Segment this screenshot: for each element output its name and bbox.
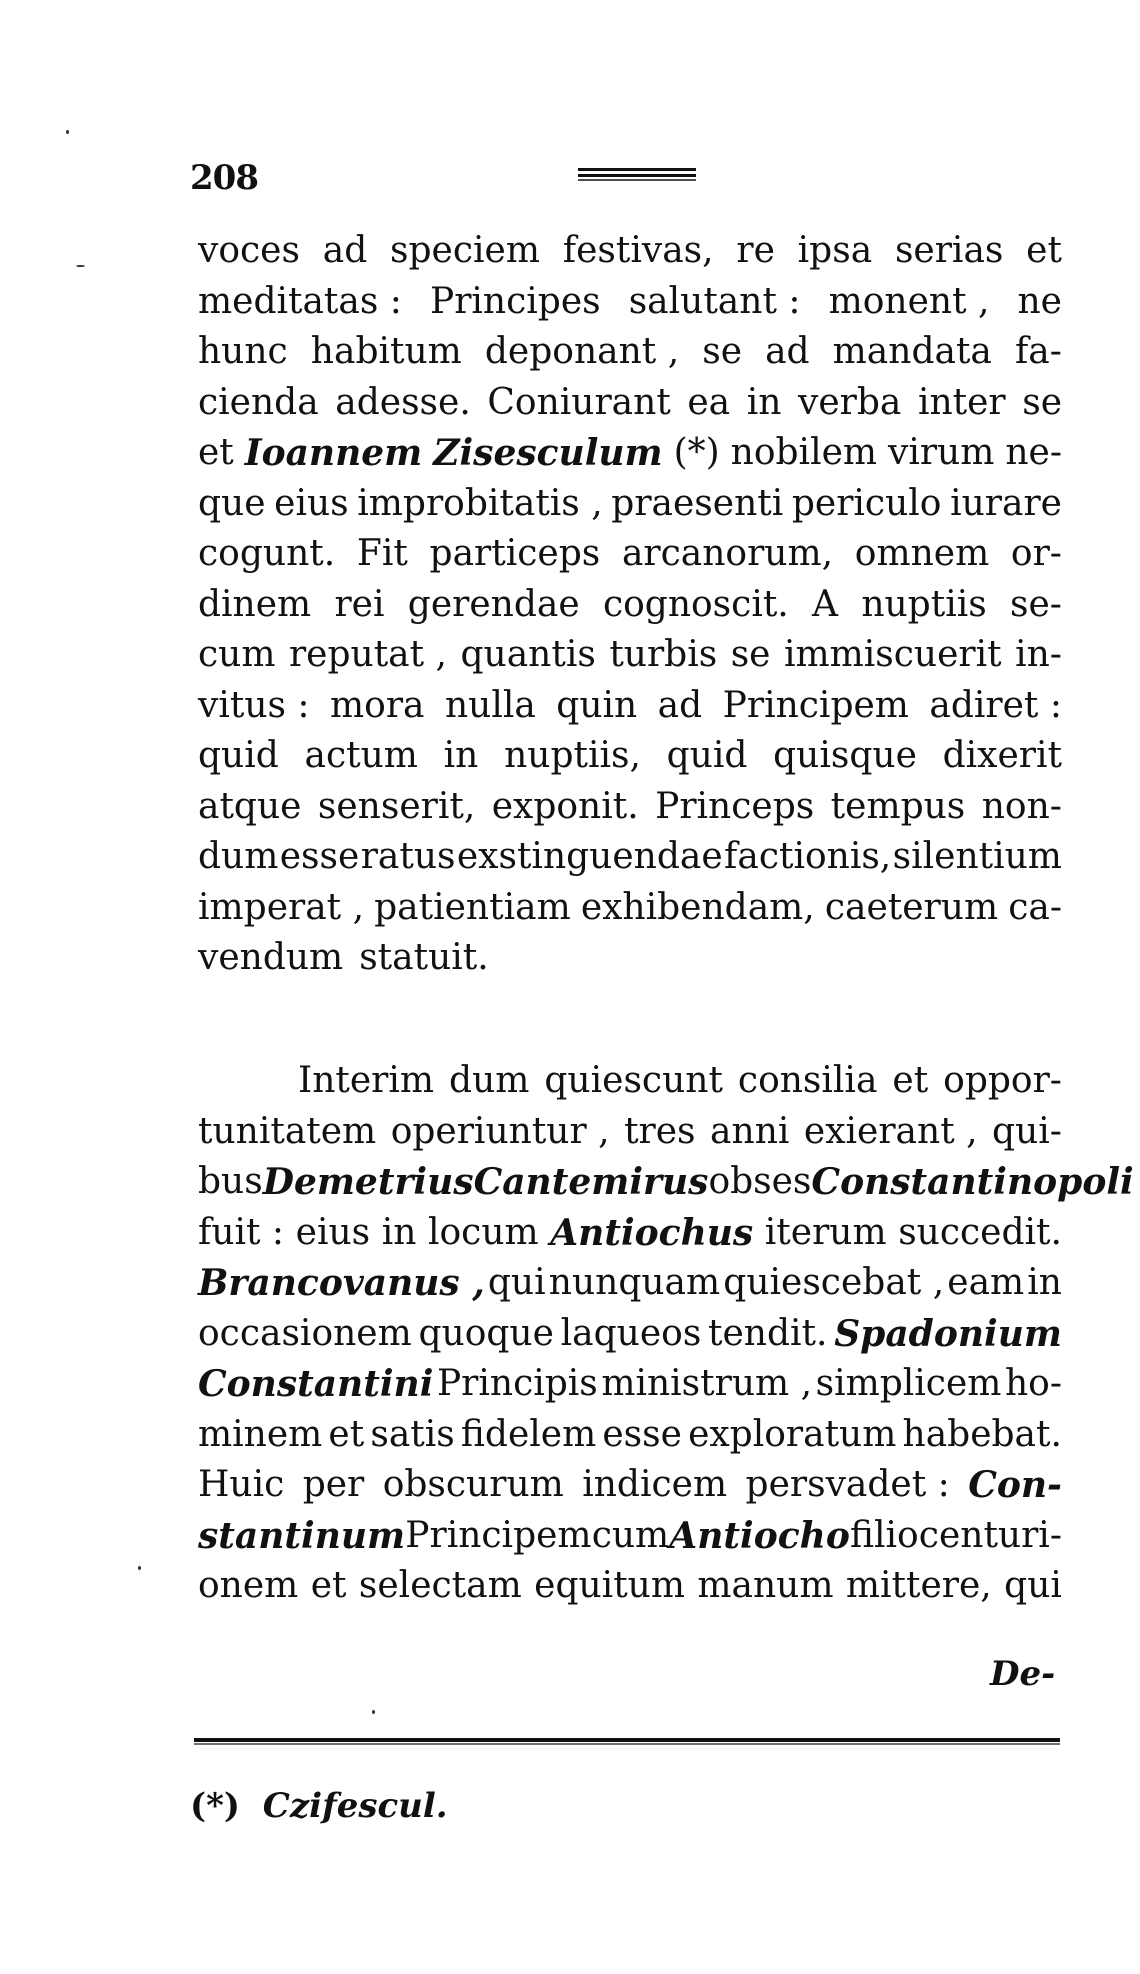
word: nuptiis bbox=[861, 583, 987, 625]
word: quiescunt bbox=[544, 1060, 723, 1101]
footnote bbox=[190, 1786, 448, 1826]
paragraph-2 bbox=[198, 1056, 1134, 1612]
word: reputat , bbox=[288, 634, 447, 675]
print-speck bbox=[138, 1566, 141, 1570]
word: cum bbox=[198, 634, 276, 675]
word: tendit. bbox=[708, 1312, 828, 1354]
word: quid bbox=[198, 735, 279, 776]
word: particeps bbox=[429, 533, 601, 574]
word: operiuntur , bbox=[390, 1110, 610, 1152]
word: verba bbox=[798, 381, 902, 423]
word: iterum bbox=[764, 1211, 887, 1253]
word: (*) bbox=[673, 432, 720, 473]
word: consilia bbox=[737, 1060, 878, 1101]
word: virum bbox=[887, 432, 995, 473]
word: eam bbox=[947, 1262, 1025, 1303]
word: in bbox=[443, 735, 479, 776]
word: dixerit bbox=[942, 735, 1062, 776]
word: imperat , bbox=[198, 886, 365, 928]
word: exploratum bbox=[688, 1413, 897, 1455]
word: succedit. bbox=[898, 1211, 1062, 1253]
word: inter bbox=[917, 381, 1006, 423]
word: voces bbox=[198, 230, 300, 271]
word: Demetrius bbox=[262, 1161, 474, 1203]
word: Con- bbox=[968, 1464, 1062, 1506]
word: periculo bbox=[791, 482, 942, 524]
word: nuptiis, bbox=[504, 735, 641, 776]
text-line bbox=[198, 832, 1062, 883]
word: eius bbox=[274, 482, 349, 524]
word: et bbox=[310, 1565, 347, 1606]
word: indicem bbox=[582, 1464, 728, 1505]
word: vitus : bbox=[198, 684, 310, 726]
word: per bbox=[302, 1464, 365, 1505]
word: tunitatem bbox=[198, 1110, 377, 1152]
word: ne- bbox=[1005, 432, 1062, 473]
text-line bbox=[198, 1309, 1062, 1360]
word: ne bbox=[1017, 280, 1062, 322]
word: filio bbox=[849, 1514, 919, 1556]
word: Antiocho bbox=[669, 1514, 850, 1557]
word: quin bbox=[556, 684, 638, 726]
text-line bbox=[198, 1511, 1062, 1562]
word: se bbox=[1022, 381, 1062, 423]
word: ad bbox=[765, 331, 810, 372]
word: actum bbox=[304, 735, 418, 776]
word: tempus bbox=[830, 785, 966, 827]
text-line bbox=[198, 1258, 1062, 1309]
print-speck bbox=[372, 1710, 375, 1714]
word: Fit bbox=[356, 533, 408, 574]
text-line bbox=[198, 580, 1062, 631]
word: Spadonium bbox=[834, 1312, 1062, 1355]
word: senserit, bbox=[317, 785, 476, 827]
word: exponit. bbox=[491, 785, 639, 827]
word: exierant , bbox=[803, 1110, 978, 1152]
word: anni bbox=[710, 1110, 790, 1152]
text-line bbox=[198, 1208, 1062, 1259]
word: ratus bbox=[360, 836, 456, 877]
text-line bbox=[198, 1107, 1062, 1158]
word: non- bbox=[981, 785, 1062, 827]
word: ea bbox=[687, 381, 731, 423]
word: serias bbox=[894, 230, 1004, 271]
word: adiret : bbox=[929, 684, 1062, 726]
footnote-rule-line bbox=[194, 1738, 1060, 1742]
text-line bbox=[198, 630, 1062, 681]
word: factionis, bbox=[724, 836, 892, 877]
word: equitum bbox=[534, 1565, 685, 1606]
text-line bbox=[198, 226, 1062, 277]
word: cognoscit. bbox=[602, 583, 789, 625]
text-line bbox=[198, 378, 1062, 429]
word: or- bbox=[1010, 533, 1062, 574]
word: cogunt. bbox=[198, 533, 336, 574]
word: Interim bbox=[298, 1060, 435, 1101]
word: meditatas : bbox=[198, 280, 402, 322]
word: et bbox=[1026, 230, 1062, 271]
text-line bbox=[198, 277, 1062, 328]
word: Principes bbox=[429, 280, 601, 322]
word: quid bbox=[666, 735, 748, 776]
word: laqueos bbox=[560, 1312, 702, 1354]
word: locum bbox=[427, 1211, 539, 1253]
print-speck bbox=[66, 130, 69, 134]
header-rule-line bbox=[578, 179, 696, 181]
word: stantinum bbox=[198, 1514, 406, 1557]
print-speck bbox=[76, 265, 85, 267]
word: manum bbox=[697, 1565, 834, 1606]
word: turbis bbox=[609, 634, 718, 675]
word: Coniurant bbox=[487, 381, 671, 423]
text-line bbox=[198, 529, 1062, 580]
word: Principem bbox=[405, 1514, 592, 1556]
word: in bbox=[1027, 1262, 1062, 1303]
word: nunquam bbox=[548, 1262, 721, 1303]
header-rule-line bbox=[578, 174, 696, 177]
word: Brancovanus , bbox=[198, 1262, 485, 1304]
word: fuit : bbox=[198, 1211, 285, 1253]
word: que bbox=[198, 482, 266, 524]
text-line bbox=[198, 1056, 1062, 1107]
word: nobilem bbox=[730, 432, 878, 473]
word: A bbox=[812, 583, 839, 625]
word: se bbox=[702, 331, 742, 372]
word: rei bbox=[334, 583, 385, 625]
page-number: 208 bbox=[190, 158, 258, 198]
text-line bbox=[198, 1460, 1062, 1511]
word: ministrum , bbox=[601, 1363, 813, 1404]
text-line bbox=[198, 1359, 1062, 1410]
word: et bbox=[198, 432, 234, 473]
word: deponant , bbox=[484, 331, 680, 372]
footnote-rule-line bbox=[194, 1743, 1060, 1745]
word: habitum bbox=[310, 331, 462, 372]
word: se bbox=[730, 634, 771, 675]
word: et bbox=[892, 1060, 929, 1101]
word: Princeps bbox=[655, 785, 815, 827]
word: mittere, bbox=[845, 1565, 992, 1606]
word: in bbox=[746, 381, 782, 423]
word: iurare bbox=[950, 482, 1062, 524]
word: ca- bbox=[1008, 886, 1062, 928]
word: Zisesculum bbox=[433, 432, 663, 474]
word: nulla bbox=[444, 684, 536, 726]
word: qui bbox=[1004, 1565, 1062, 1606]
word: in bbox=[381, 1211, 417, 1253]
word: qui bbox=[487, 1262, 546, 1303]
text-line bbox=[198, 1561, 1062, 1612]
word: habebat. bbox=[902, 1413, 1062, 1455]
word: qui- bbox=[992, 1110, 1062, 1152]
word: vendum bbox=[198, 937, 344, 978]
word: mandata bbox=[832, 331, 992, 372]
word: oppor- bbox=[943, 1060, 1062, 1101]
text-line bbox=[198, 479, 1062, 530]
word: bus bbox=[198, 1161, 263, 1202]
word: esse bbox=[602, 1413, 682, 1455]
word: ad bbox=[322, 230, 368, 271]
text-line bbox=[198, 1157, 1134, 1208]
word: fidelem bbox=[460, 1413, 597, 1455]
word: in- bbox=[1015, 634, 1062, 675]
word: onem bbox=[198, 1565, 299, 1606]
footnote-separator-rule bbox=[194, 1738, 1060, 1745]
word: statuit. bbox=[359, 937, 489, 978]
word: obscurum bbox=[382, 1464, 564, 1505]
word: cienda bbox=[198, 381, 319, 423]
word: satis bbox=[370, 1413, 455, 1455]
word: exhibendam, bbox=[580, 886, 815, 928]
word: fa- bbox=[1014, 331, 1062, 372]
word: et bbox=[328, 1413, 365, 1455]
word: patientiam bbox=[374, 886, 571, 928]
word: Constantini bbox=[198, 1363, 434, 1405]
word: improbitatis , bbox=[357, 482, 603, 524]
word: Antiochus bbox=[550, 1211, 754, 1254]
catchword: De- bbox=[990, 1654, 1056, 1694]
word: hunc bbox=[198, 331, 288, 372]
word: persvadet : bbox=[745, 1464, 950, 1505]
word: silentium bbox=[892, 836, 1062, 877]
word: quisque bbox=[773, 735, 917, 776]
text-line bbox=[198, 1410, 1062, 1461]
word: quantis bbox=[460, 634, 596, 675]
word: arcanorum, bbox=[621, 533, 834, 574]
word: re bbox=[736, 230, 775, 271]
word: obses bbox=[708, 1161, 812, 1202]
word: Constantinopoli bbox=[811, 1161, 1134, 1203]
text-line bbox=[198, 731, 1062, 782]
word: dum bbox=[198, 836, 279, 877]
word: cum bbox=[591, 1514, 670, 1556]
word: occasionem bbox=[198, 1312, 412, 1354]
word: Principem bbox=[722, 684, 909, 726]
word: esse bbox=[279, 836, 360, 877]
text-line bbox=[198, 327, 1062, 378]
word: mora bbox=[330, 684, 425, 726]
word: Principis bbox=[436, 1363, 598, 1404]
paragraph-1 bbox=[198, 226, 1062, 984]
word: ipsa bbox=[797, 230, 873, 271]
word: quoque bbox=[418, 1312, 554, 1354]
word: quiescebat , bbox=[723, 1262, 945, 1303]
word: Ioannem bbox=[244, 432, 423, 474]
word: minem bbox=[198, 1413, 323, 1455]
footnote-marker: (*) bbox=[190, 1786, 240, 1826]
header-rule-line bbox=[578, 168, 696, 171]
word: speciem bbox=[390, 230, 540, 271]
header-ornament-rule bbox=[578, 168, 696, 180]
word: praesenti bbox=[611, 482, 784, 524]
word: simplicem bbox=[815, 1363, 1002, 1404]
text-line bbox=[198, 681, 1062, 732]
word: caeterum bbox=[824, 886, 999, 928]
word: atque bbox=[198, 785, 302, 827]
word: ad bbox=[657, 684, 703, 726]
word: festivas, bbox=[562, 230, 714, 271]
word: ho- bbox=[1004, 1363, 1062, 1404]
word: dinem bbox=[198, 583, 312, 625]
text-line bbox=[198, 428, 1062, 479]
word: centuri- bbox=[918, 1514, 1062, 1556]
word: tres bbox=[624, 1110, 696, 1152]
word: Cantemirus bbox=[473, 1161, 709, 1203]
text-line bbox=[198, 883, 1062, 934]
word: selectam bbox=[358, 1565, 522, 1606]
word: gerendae bbox=[407, 583, 580, 625]
text-line bbox=[198, 933, 1062, 984]
footnote-text: Czifescul. bbox=[262, 1786, 448, 1826]
word: immiscuerit bbox=[783, 634, 1002, 675]
word: eius bbox=[295, 1211, 371, 1253]
word: salutant : bbox=[628, 280, 801, 322]
word: exstinguendae bbox=[456, 836, 723, 877]
text-line bbox=[198, 782, 1062, 833]
word: dum bbox=[449, 1060, 530, 1101]
word: monent , bbox=[828, 280, 990, 322]
word: adesse. bbox=[335, 381, 471, 423]
word: omnem bbox=[854, 533, 990, 574]
word: Huic bbox=[198, 1464, 285, 1505]
word: se- bbox=[1009, 583, 1062, 625]
